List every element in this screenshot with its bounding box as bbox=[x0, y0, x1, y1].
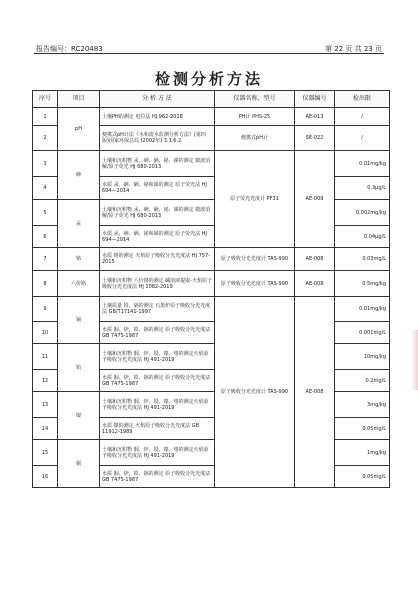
item-nickel: 镍 bbox=[58, 392, 100, 440]
row-no: 15 bbox=[33, 440, 58, 466]
row-limit: 0.03mg/L bbox=[335, 248, 390, 271]
row-method: 土壤和沉积物 六价铬的测定 碱溶液提取-火焰原子吸收分光光度法 HJ 1082-2019 bbox=[100, 271, 215, 297]
row-no: 16 bbox=[33, 466, 58, 488]
seal-edge bbox=[411, 330, 418, 390]
row-no: 11 bbox=[33, 344, 58, 370]
table-row bbox=[33, 440, 390, 466]
item-copper: 铜 bbox=[58, 440, 100, 488]
row-method: 水质 汞、砷、硒、铋和锑的测定 原子荧光法 HJ 694—2014 bbox=[100, 177, 215, 200]
row-inst-no: AE-008 bbox=[295, 271, 335, 297]
row-inst-no: AE-013 bbox=[295, 108, 335, 126]
row-no: 3 bbox=[33, 151, 58, 177]
item-ph: pH bbox=[58, 108, 100, 151]
row-limit: 0.001mg/L bbox=[335, 322, 390, 344]
row-method: 土壤和沉积物 铜、锌、铅、镍、铬的测定火焰原子吸收分光光度法 HJ 491-2019 bbox=[100, 392, 215, 418]
row-limit: 3mg/kg bbox=[335, 392, 390, 418]
row-limit: / bbox=[335, 126, 390, 151]
col-header-item: 项目 bbox=[58, 91, 100, 108]
row-no: 5 bbox=[33, 200, 58, 226]
row-no: 6 bbox=[33, 226, 58, 248]
table-row bbox=[33, 271, 390, 297]
item-cadmium: 镉 bbox=[58, 297, 100, 344]
aas-instrument: 原子吸收分光光度计 TAS-990 bbox=[215, 297, 295, 488]
row-no: 4 bbox=[33, 177, 58, 200]
row-method: 水质 镍的测定 火焰原子吸收分光光度法 GB 11912-1989 bbox=[100, 418, 215, 440]
row-instrument: 原子吸收分光光度计 TAS-990 bbox=[215, 248, 295, 271]
table-row bbox=[33, 151, 390, 177]
table-row bbox=[33, 297, 390, 322]
report-number: 报告编号：RC20483 bbox=[36, 45, 103, 53]
item-arsenic: 砷 bbox=[58, 151, 100, 200]
item-mercury: 汞 bbox=[58, 200, 100, 248]
table-row bbox=[33, 344, 390, 370]
row-limit: 0.002mg/kg bbox=[335, 200, 390, 226]
row-limit: 10mg/kg bbox=[335, 344, 390, 370]
row-method: 土壤和沉积物 铜、锌、铅、镍、铬的测定火焰原子吸收分光光度法 HJ 491-2019 bbox=[100, 440, 215, 466]
col-header-method: 分 析 方 法 bbox=[100, 91, 215, 108]
row-method: 水质 铜、锌、铅、镉的测定 原子吸收分光光度法 GB 7475-1987 bbox=[100, 466, 215, 488]
row-no: 12 bbox=[33, 370, 58, 392]
table-header-row bbox=[33, 91, 390, 108]
afs-inst-no: AE-009 bbox=[295, 151, 335, 248]
row-method: 土壤和沉积物 汞、砷、硒、铋、锑的测定 微波消解/原子荧光 HJ 680-2013 bbox=[100, 200, 215, 226]
row-method: 土壤质量 铅、镉的测定 石墨炉原子吸收分光光度法 GB/T17141-1997 bbox=[100, 297, 215, 322]
row-no: 2 bbox=[33, 126, 58, 151]
item-chromium: 铬 bbox=[58, 248, 100, 271]
row-limit: 0.04μg/L bbox=[335, 226, 390, 248]
table-row bbox=[33, 200, 390, 226]
row-inst-no: SE-022 bbox=[295, 126, 335, 151]
row-instrument: 便携式pH计 bbox=[215, 126, 295, 151]
item-cr6: 六价铬 bbox=[58, 271, 100, 297]
col-header-instrument: 仪器名称、型号 bbox=[215, 91, 295, 108]
row-limit: 0.05mg/L bbox=[335, 418, 390, 440]
row-limit: 0.3μg/L bbox=[335, 177, 390, 200]
col-header-no: 序号 bbox=[33, 91, 58, 108]
row-inst-no: AE-008 bbox=[295, 248, 335, 271]
table-row bbox=[33, 392, 390, 418]
row-instrument: PH计 PHS-25 bbox=[215, 108, 295, 126]
row-method: 土壤和沉积物 汞、砷、硒、铋、锑的测定 微波消解/原子荧光 HJ 680-2013 bbox=[100, 151, 215, 177]
row-no: 14 bbox=[33, 418, 58, 440]
table-row bbox=[33, 108, 390, 126]
row-method: 水质 铬的测定 火焰原子吸收分光光度法 HJ 757-2015 bbox=[100, 248, 215, 271]
row-limit: 0.05mg/L bbox=[335, 466, 390, 488]
page-title: 检测分析方法 bbox=[154, 70, 263, 88]
row-method: 水质 铜、锌、铅、镉的测定 原子吸收分光光度法 GB 7475-1987 bbox=[100, 322, 215, 344]
row-no: 7 bbox=[33, 248, 58, 271]
col-header-inst-no: 仪器编号 bbox=[295, 91, 335, 108]
row-method: 水质 铜、锌、铅、镉的测定 原子吸收分光光度法 GB 7475-1987 bbox=[100, 370, 215, 392]
aas-inst-no: AE-008 bbox=[295, 297, 335, 488]
row-no: 1 bbox=[33, 108, 58, 126]
row-method: 土壤和沉积物 铜、锌、铅、镍、铬的测定火焰原子吸收分光光度法 HJ 491-2019 bbox=[100, 344, 215, 370]
row-limit: 0.5mg/kg bbox=[335, 271, 390, 297]
row-instrument: 原子吸收分光光度计 TAS-990 bbox=[215, 271, 295, 297]
col-header-limit: 检出限 bbox=[335, 91, 390, 108]
row-limit: 0.01mg/kg bbox=[335, 151, 390, 177]
page-number: 第 22 页 共 23 页 bbox=[325, 45, 382, 53]
row-limit: / bbox=[335, 108, 390, 126]
methods-table bbox=[32, 90, 390, 488]
afs-instrument: 原子荧光光度计 PF31 bbox=[215, 151, 295, 248]
item-lead: 铅 bbox=[58, 344, 100, 392]
row-no: 13 bbox=[33, 392, 58, 418]
table-row bbox=[33, 248, 390, 271]
header-rule bbox=[34, 53, 384, 54]
row-method: 土壤PH的测定 电位法 HJ 962-2018 bbox=[100, 108, 215, 126]
row-no: 10 bbox=[33, 322, 58, 344]
row-limit: 1mg/kg bbox=[335, 440, 390, 466]
row-method: 水质 汞、砷、硒、铋和锑的测定 原子荧光法 HJ 694—2014 bbox=[100, 226, 215, 248]
row-method: 便携式pH计法《水和废水监测分析方法》(第四版)国家环保总局 (2002年) 3.1.6.2 bbox=[100, 126, 215, 151]
row-no: 9 bbox=[33, 297, 58, 322]
row-limit: 0.01mg/kg bbox=[335, 297, 390, 322]
row-limit: 0.2mg/L bbox=[335, 370, 390, 392]
row-no: 8 bbox=[33, 271, 58, 297]
